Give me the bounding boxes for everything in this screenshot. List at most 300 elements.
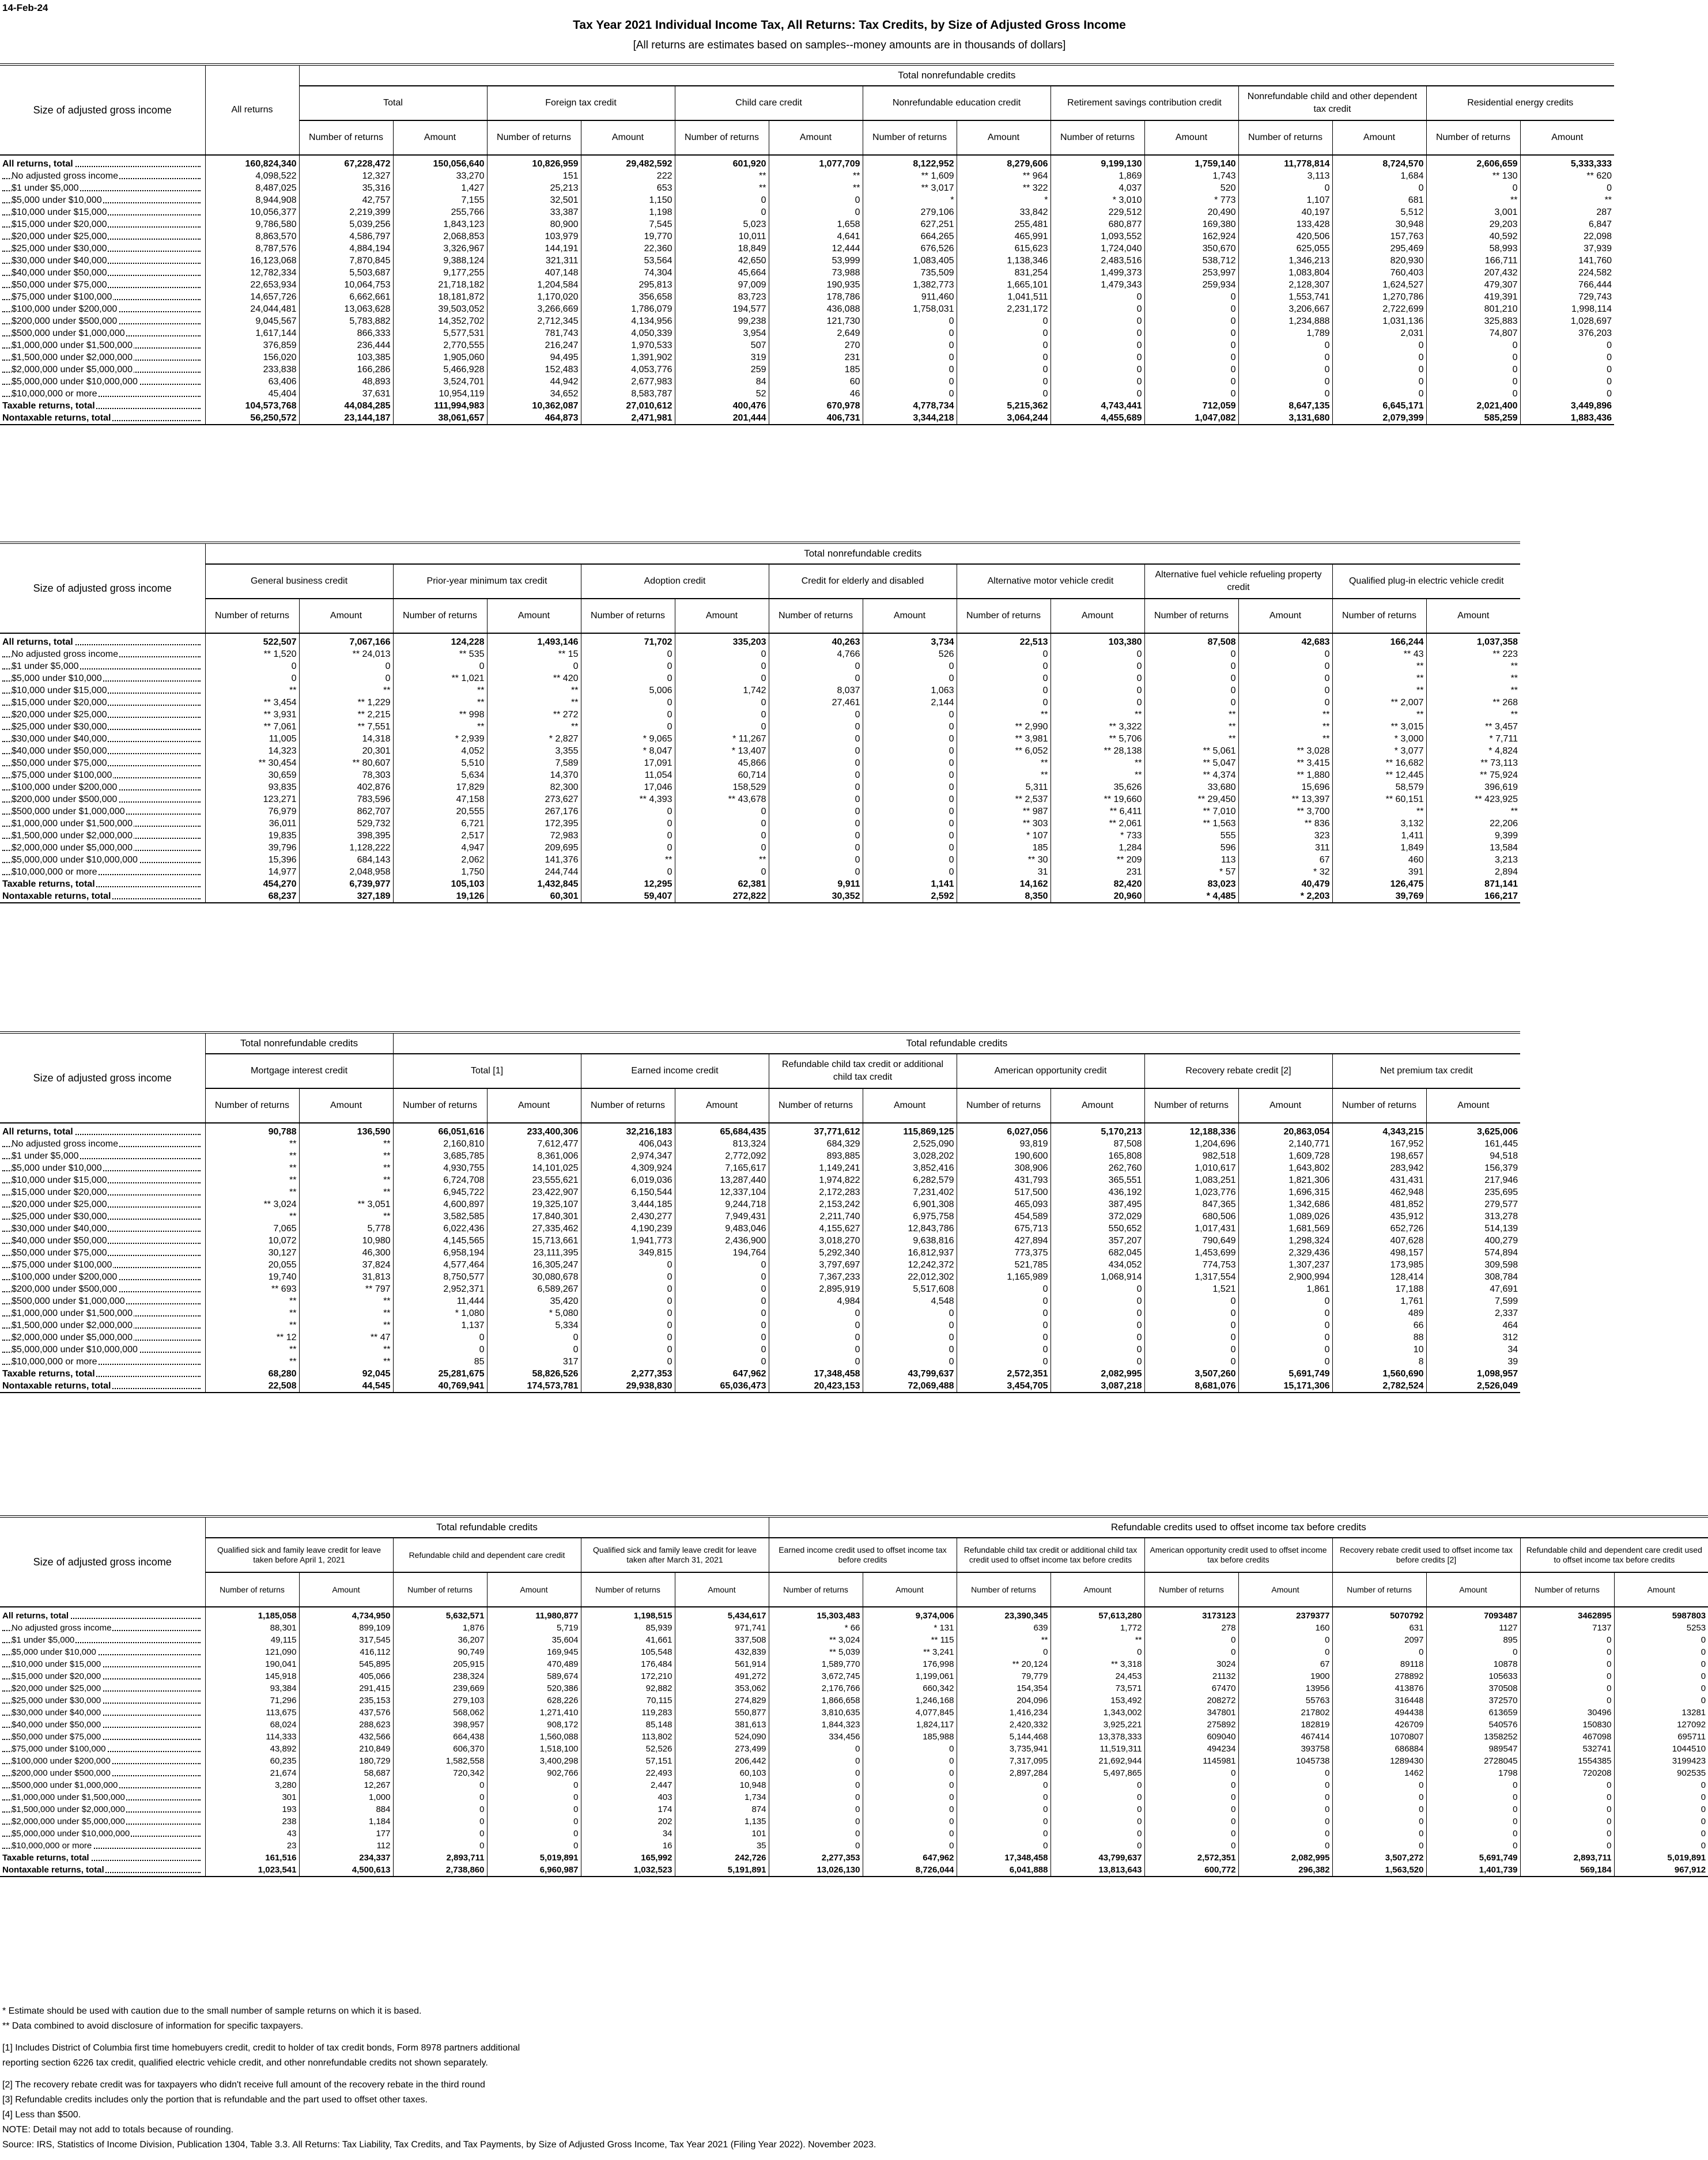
number-cell: 2,974,347 [581, 1150, 675, 1162]
number-cell: 2,420,332 [957, 1719, 1051, 1731]
number-cell: 0 [581, 1344, 675, 1356]
number-cell: 0 [957, 684, 1051, 697]
number-cell: 165,992 [581, 1852, 675, 1864]
number-cell: 229,512 [1051, 206, 1144, 218]
number-cell: 14,162 [957, 878, 1051, 890]
table-row [0, 412, 1614, 425]
amount-cell: 0 [863, 769, 957, 781]
number-cell: 0 [205, 660, 299, 672]
credit-header: Prior-year minimum tax credit [393, 564, 581, 599]
amount-cell: 121,730 [769, 315, 863, 327]
all-returns-cell: 8,787,576 [205, 243, 299, 255]
all-returns-cell: 24,044,481 [205, 303, 299, 315]
amount-cell: 15,171,306 [1238, 1380, 1332, 1393]
amount-cell: 400,279 [1426, 1235, 1520, 1247]
row-label [0, 1719, 205, 1731]
number-cell: 0 [1144, 1803, 1238, 1815]
amount-cell: 0 [1426, 1815, 1520, 1828]
number-cell: 0 [769, 757, 863, 769]
amount-cell: ** 964 [957, 170, 1051, 182]
amount-cell: ** [675, 854, 769, 866]
amount-cell: 0 [1332, 182, 1426, 194]
table-row [0, 672, 1520, 684]
number-cell: 0 [1144, 1356, 1238, 1368]
row-label [0, 842, 205, 854]
table-row [0, 1852, 1708, 1864]
table-row [0, 1368, 1520, 1380]
number-cell: 68,237 [205, 890, 299, 903]
number-cell: 680,877 [1051, 218, 1144, 230]
number-cell: 17,188 [1332, 1283, 1426, 1295]
number-cell: 0 [1051, 327, 1144, 339]
number-cell: ** 130 [1426, 170, 1520, 182]
row-label [0, 364, 205, 376]
number-cell: 74,807 [1426, 327, 1520, 339]
amount-cell: 34 [1426, 1344, 1520, 1356]
amount-cell: 0 [1238, 648, 1332, 660]
number-cell: 0 [1520, 1694, 1614, 1707]
amount-cell: 244,744 [487, 866, 581, 878]
number-cell: ** 29,450 [1144, 793, 1238, 805]
amount-cell: 1,028,697 [1520, 315, 1614, 327]
amount-cell: 6,847 [1520, 218, 1614, 230]
number-cell: 0 [957, 1344, 1051, 1356]
number-cell: ** 12 [205, 1331, 299, 1344]
number-cell: 0 [1144, 660, 1238, 672]
amount-header: Amount [299, 599, 393, 633]
number-cell: 6,019,036 [581, 1174, 675, 1186]
table-row [0, 1791, 1708, 1803]
amount-cell: 43,799,637 [1051, 1852, 1144, 1864]
number-cell: 68,280 [205, 1368, 299, 1380]
number-cell: 35,316 [299, 182, 393, 194]
number-cell: 6,041,888 [957, 1864, 1051, 1877]
amount-cell: 0 [863, 1331, 957, 1344]
table-row [0, 854, 1520, 866]
all-returns-cell: 16,123,068 [205, 255, 299, 267]
amount-cell: 174,573,781 [487, 1380, 581, 1393]
credit-header: Alternative motor vehicle credit [957, 564, 1144, 599]
number-cell: 0 [1144, 1295, 1238, 1307]
number-cell: 0 [1238, 376, 1332, 388]
number-cell: 0 [1051, 339, 1144, 351]
amount-cell: 0 [957, 351, 1051, 364]
number-cell: 11,005 [205, 733, 299, 745]
amount-cell: 242,726 [675, 1852, 769, 1864]
number-cell: 0 [393, 1344, 487, 1356]
number-cell: 126,475 [1332, 878, 1426, 890]
amount-cell: ** [487, 697, 581, 709]
row-label-text: $75,000 under $100,000 [12, 1260, 112, 1270]
credit-header: American opportunity credit [957, 1054, 1144, 1088]
table-row [0, 842, 1520, 854]
amount-cell: 235,153 [299, 1694, 393, 1707]
amount-cell: 0 [863, 818, 957, 830]
number-cell: 403 [581, 1791, 675, 1803]
amount-cell: 222 [581, 170, 675, 182]
row-label-text: $5,000 under $10,000 [12, 1647, 96, 1657]
number-cell: 198,657 [1332, 1150, 1426, 1162]
row-label [0, 1344, 205, 1356]
number-cell: 1,170,020 [487, 291, 581, 303]
number-cell: 781,743 [487, 327, 581, 339]
amount-cell: 46,300 [299, 1247, 393, 1259]
amount-cell: 60,301 [487, 890, 581, 903]
amount-cell: 272,822 [675, 890, 769, 903]
table-row [0, 805, 1520, 818]
number-cell: 84 [675, 376, 769, 388]
amount-cell: 0 [487, 1803, 581, 1815]
amount-cell: 5,497,865 [1051, 1767, 1144, 1779]
row-label [0, 660, 205, 672]
row-label-text: No adjusted gross income [12, 1623, 112, 1633]
number-cell: 1,346,213 [1238, 255, 1332, 267]
amount-cell: 0 [769, 194, 863, 206]
amount-cell: 5,334 [487, 1319, 581, 1331]
amount-cell: 7,545 [581, 218, 675, 230]
number-cell: 2,277,353 [581, 1368, 675, 1380]
amount-cell: 279,577 [1426, 1198, 1520, 1210]
table-row [0, 1356, 1520, 1368]
number-cell: 0 [1520, 1791, 1614, 1803]
row-label-text: $200,000 under $500,000 [12, 316, 118, 326]
amount-cell: ** [1426, 672, 1520, 684]
number-cell: 4,343,215 [1332, 1123, 1426, 1138]
amount-cell: 0 [1238, 1319, 1332, 1331]
amount-cell: 0 [675, 648, 769, 660]
number-cell: 316448 [1332, 1694, 1426, 1707]
table-row [0, 1607, 1708, 1622]
number-cell: 176,484 [581, 1658, 675, 1670]
row-label [0, 255, 205, 267]
amount-cell: 1,518,100 [487, 1743, 581, 1755]
number-cell: * 57 [1144, 866, 1238, 878]
all-returns-cell: 8,487,025 [205, 182, 299, 194]
amount-cell: ** 80,607 [299, 757, 393, 769]
amount-cell: 92,045 [299, 1368, 393, 1380]
number-of-returns-header: Number of returns [863, 120, 957, 155]
amount-cell: ** 620 [1520, 170, 1614, 182]
credit-header: Total [299, 86, 487, 120]
amount-cell: 372,029 [1051, 1210, 1144, 1223]
number-cell: ** [1144, 721, 1238, 733]
amount-cell: 1,560,088 [487, 1731, 581, 1743]
number-cell: ** 3,017 [863, 182, 957, 194]
number-cell: 23,390,345 [957, 1607, 1051, 1622]
number-of-returns-header: Number of returns [957, 1088, 1051, 1123]
number-cell: ** 3,024 [769, 1634, 863, 1646]
table-row [0, 1235, 1520, 1247]
number-cell: ** 7,010 [1144, 805, 1238, 818]
all-returns-cell: 8,944,908 [205, 194, 299, 206]
number-cell: 0 [1051, 291, 1144, 303]
number-cell: 3,672,745 [769, 1670, 863, 1682]
row-label-text: $100,000 under $200,000 [12, 1756, 111, 1766]
amount-cell: 0 [675, 805, 769, 818]
row-label-text: $50,000 under $75,000 [12, 280, 107, 290]
amount-header: Amount [769, 120, 863, 155]
amount-cell: 2,772,092 [675, 1150, 769, 1162]
amount-header: Amount [299, 1088, 393, 1123]
number-cell: 0 [1144, 1319, 1238, 1331]
amount-cell: 45,866 [675, 757, 769, 769]
number-cell: 89118 [1332, 1658, 1426, 1670]
amount-cell: 0 [1426, 1646, 1520, 1658]
number-cell: 1,083,405 [863, 255, 957, 267]
amount-cell: 1,184 [299, 1815, 393, 1828]
number-cell: 0 [581, 1283, 675, 1295]
amount-cell: 1,068,914 [1051, 1271, 1144, 1283]
amount-cell: 628,226 [487, 1694, 581, 1707]
row-label [0, 805, 205, 818]
amount-cell: 884 [299, 1803, 393, 1815]
row-label [0, 709, 205, 721]
number-cell: ** 4,374 [1144, 769, 1238, 781]
table-section-4 [0, 1515, 1708, 1877]
number-cell: ** 303 [957, 818, 1051, 830]
amount-cell: ** 15 [487, 648, 581, 660]
table-section-2 [0, 542, 1520, 903]
amount-cell: ** [299, 1162, 393, 1174]
row-label [0, 182, 205, 194]
number-of-returns-header: Number of returns [769, 1088, 863, 1123]
table-row [0, 1694, 1708, 1707]
number-cell: 128,414 [1332, 1271, 1426, 1283]
row-label [0, 243, 205, 255]
row-label [0, 890, 205, 903]
number-cell: 113,675 [205, 1707, 299, 1719]
row-label-text: $25,000 under $30,000 [12, 1212, 107, 1221]
number-cell: 8 [1332, 1356, 1426, 1368]
number-cell: ** [205, 1162, 299, 1174]
number-cell: ** 5,061 [1144, 745, 1238, 757]
row-label-text: $5,000,000 under $10,000,000 [12, 1345, 138, 1355]
number-cell: 3,810,635 [769, 1707, 863, 1719]
number-of-returns-header: Number of returns [205, 1572, 299, 1607]
group-header-row [0, 543, 1520, 564]
number-cell: 2,517 [393, 830, 487, 842]
amount-cell: 436,192 [1051, 1186, 1144, 1198]
amount-cell: 0 [1238, 684, 1332, 697]
amount-cell: 0 [675, 1295, 769, 1307]
amount-cell: 376,203 [1520, 327, 1614, 339]
amount-cell: 15,713,661 [487, 1235, 581, 1247]
number-cell: 6,150,544 [581, 1186, 675, 1198]
amount-cell: 311 [1238, 842, 1332, 854]
amount-cell: 0 [957, 376, 1051, 388]
table-row [0, 1840, 1708, 1852]
number-cell: 3,001 [1426, 206, 1520, 218]
number-cell: 1,866,658 [769, 1694, 863, 1707]
amount-cell: 165,808 [1051, 1150, 1144, 1162]
amount-cell: 0 [863, 709, 957, 721]
amount-cell: 3,213 [1426, 854, 1520, 866]
amount-cell: 0 [675, 721, 769, 733]
number-cell: 71,702 [581, 633, 675, 648]
number-cell: 33,387 [487, 206, 581, 218]
number-cell: 435,912 [1332, 1210, 1426, 1223]
row-label [0, 697, 205, 709]
amount-cell: 402,876 [299, 781, 393, 793]
row-label [0, 878, 205, 890]
row-label-text: $10,000 under $15,000 [12, 1659, 101, 1669]
amount-cell: 233,400,306 [487, 1123, 581, 1138]
number-cell: 0 [581, 1356, 675, 1368]
row-label-text: $30,000 under $40,000 [12, 1708, 101, 1718]
amount-cell: 0 [957, 364, 1051, 376]
amount-cell: 0 [1144, 351, 1238, 364]
number-cell: ** [1332, 672, 1426, 684]
number-cell: 0 [393, 1791, 487, 1803]
amount-cell: 27,010,612 [581, 400, 675, 412]
number-cell: 22,513 [957, 633, 1051, 648]
amount-cell: 3,734 [863, 633, 957, 648]
number-cell: 8,122,952 [863, 155, 957, 170]
amount-cell: 1,684 [1332, 170, 1426, 182]
row-label-text: $10,000 under $15,000 [12, 207, 107, 217]
amount-cell: 22,360 [581, 243, 675, 255]
amount-cell: 172,395 [487, 818, 581, 830]
table-row [0, 890, 1520, 903]
number-cell: ** [205, 1319, 299, 1331]
row-label [0, 315, 205, 327]
amount-cell: 57,613,280 [1051, 1607, 1144, 1622]
credit-header: Refundable child tax credit or additional child tax credit used to offset income tax before credits [957, 1538, 1144, 1572]
number-cell: 413876 [1332, 1682, 1426, 1694]
amount-cell: 6,739,977 [299, 878, 393, 890]
number-cell: 105,548 [581, 1646, 675, 1658]
amount-cell: 4,134,956 [581, 315, 675, 327]
number-cell: 17,091 [581, 757, 675, 769]
row-label-text: $30,000 under $40,000 [12, 1224, 107, 1234]
number-cell: 0 [769, 1319, 863, 1331]
number-cell: 0 [957, 1815, 1051, 1828]
row-label-text: $2,000,000 under $5,000,000 [12, 1333, 133, 1342]
amount-cell: 550,877 [675, 1707, 769, 1719]
row-label [0, 303, 205, 315]
table-row [0, 291, 1614, 303]
amount-cell: 5,333,333 [1520, 155, 1614, 170]
number-cell: 52 [675, 388, 769, 400]
amount-cell: ** 75,924 [1426, 769, 1520, 781]
amount-header: Amount [487, 1572, 581, 1607]
row-label-text: Nontaxable returns, total [2, 1381, 111, 1391]
number-of-returns-header: Number of returns [1144, 1088, 1238, 1123]
amount-cell: 434,052 [1051, 1259, 1144, 1271]
table-row [0, 279, 1614, 291]
amount-cell: 0 [1144, 339, 1238, 351]
table-row [0, 1138, 1520, 1150]
footnote-gap [2, 2071, 876, 2078]
number-cell: 454,270 [205, 878, 299, 890]
stub-header: Size of adjusted gross income [0, 1032, 205, 1123]
number-cell: 5070792 [1332, 1607, 1426, 1622]
number-cell: 0 [1520, 1634, 1614, 1646]
amount-cell: 231 [769, 351, 863, 364]
amount-cell: 67 [1238, 854, 1332, 866]
row-label-text: $10,000 under $15,000 [12, 686, 107, 695]
amount-cell: 0 [675, 842, 769, 854]
row-label [0, 1319, 205, 1331]
amount-cell: 2,592 [863, 890, 957, 903]
number-cell: 0 [769, 1356, 863, 1368]
row-label [0, 830, 205, 842]
amount-cell: 21,718,182 [393, 279, 487, 291]
amount-cell: 0 [1051, 1840, 1144, 1852]
amount-cell: 7,589 [487, 757, 581, 769]
amount-cell: 0 [769, 206, 863, 218]
number-cell: 4,586,797 [299, 230, 393, 243]
number-cell: 25,281,675 [393, 1368, 487, 1380]
amount-cell: 20,301 [299, 745, 393, 757]
credit-header: Refundable child tax credit or additional child tax credit [769, 1054, 957, 1088]
amount-cell: 613659 [1426, 1707, 1520, 1719]
number-cell: 0 [581, 721, 675, 733]
amount-cell: 0 [863, 866, 957, 878]
number-cell: 601,920 [675, 155, 769, 170]
row-label-text: Taxable returns, total [2, 1853, 89, 1863]
amount-header: Amount [957, 120, 1051, 155]
number-cell: 3,113 [1238, 170, 1332, 182]
table-row [0, 1646, 1708, 1658]
credit-header: Nonrefundable education credit [863, 86, 1051, 120]
number-cell: * 9,065 [581, 733, 675, 745]
amount-cell: 2728045 [1426, 1755, 1520, 1767]
amount-cell: ** [1051, 1634, 1144, 1646]
amount-cell: 0 [863, 830, 957, 842]
amount-cell: 6,901,308 [863, 1198, 957, 1210]
row-label [0, 1803, 205, 1815]
amount-cell: 72,983 [487, 830, 581, 842]
row-label [0, 1138, 205, 1150]
number-cell: 88,301 [205, 1622, 299, 1634]
amount-cell: 416,112 [299, 1646, 393, 1658]
number-cell: 0 [1520, 1646, 1614, 1658]
table-row [0, 400, 1614, 412]
all-returns-cell: 63,406 [205, 376, 299, 388]
amount-cell: 1,861 [1238, 1283, 1332, 1295]
amount-cell: 0 [1051, 1331, 1144, 1344]
number-of-returns-header: Number of returns [205, 599, 299, 633]
number-cell: 3,454,705 [957, 1380, 1051, 1393]
amount-cell: * 773 [1144, 194, 1238, 206]
amount-cell: 0 [863, 1828, 957, 1840]
amount-cell: 60,103 [675, 1767, 769, 1779]
amount-cell: 387,495 [1051, 1198, 1144, 1210]
amount-header: Amount [487, 599, 581, 633]
amount-cell: 39 [1426, 1356, 1520, 1368]
group-header: Refundable credits used to offset income tax before credits [769, 1516, 1708, 1538]
amount-cell: 4,050,339 [581, 327, 675, 339]
amount-cell: 31,813 [299, 1271, 393, 1283]
amount-cell: 12,267 [299, 1779, 393, 1791]
column-header-row [0, 1572, 1708, 1607]
amount-cell: 0 [863, 1767, 957, 1779]
number-cell: 0 [1144, 697, 1238, 709]
table-row [0, 633, 1520, 648]
row-label [0, 684, 205, 697]
amount-cell: ** 3,028 [1238, 745, 1332, 757]
amount-cell: 0 [957, 388, 1051, 400]
amount-cell: ** [1051, 757, 1144, 769]
amount-header: Amount [863, 1088, 957, 1123]
number-cell: ** [1332, 805, 1426, 818]
row-label [0, 1210, 205, 1223]
row-label-text: $1 under $5,000 [12, 661, 79, 671]
row-label-text: Taxable returns, total [2, 879, 95, 889]
amount-cell: 27,335,462 [487, 1223, 581, 1235]
table-row [0, 648, 1520, 660]
